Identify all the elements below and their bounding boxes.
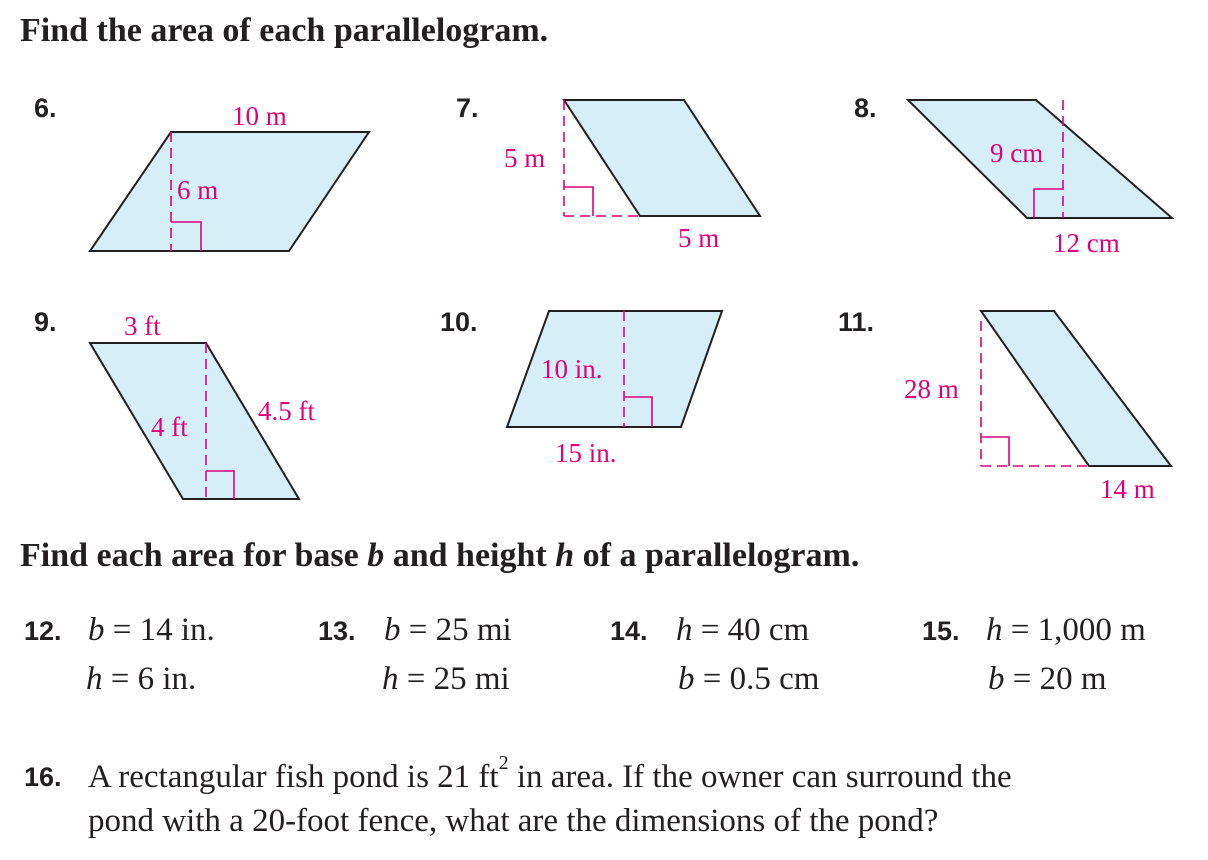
base-label: 5 m bbox=[678, 223, 720, 253]
text: in area. If the owner can surround the bbox=[508, 759, 1012, 795]
parallelogram-figure-8 bbox=[900, 95, 1190, 265]
problem-16-line-1 bbox=[88, 752, 1012, 796]
parallelogram-figure-10 bbox=[500, 305, 740, 475]
value: 14 in. bbox=[139, 612, 215, 648]
exercise-number: 15. bbox=[922, 616, 960, 646]
variable: h bbox=[986, 612, 1003, 648]
parallelogram-figure-9 bbox=[80, 310, 360, 510]
height-variable: h bbox=[555, 537, 575, 574]
problem-16-number: 16. bbox=[24, 762, 62, 792]
height-label: 6 m bbox=[177, 175, 219, 205]
exercise-number: 13. bbox=[318, 616, 356, 646]
problem-number: 9. bbox=[34, 307, 57, 337]
height-label: 4 ft bbox=[151, 412, 188, 442]
base-variable: b bbox=[367, 537, 385, 574]
side-label: 4.5 ft bbox=[258, 396, 315, 426]
variable: h bbox=[86, 661, 103, 697]
exercise-14-line-2: b = 0.5 cm bbox=[678, 661, 820, 697]
height-label: 28 m bbox=[904, 374, 959, 404]
problem-16-line-2: pond with a 20-foot fence, what are the dimensions of the pond? bbox=[88, 803, 939, 839]
problem-number: 7. bbox=[456, 93, 479, 123]
base-label: 10 m bbox=[232, 101, 287, 131]
parallelogram-figure-6 bbox=[80, 95, 380, 265]
base-label: 14 m bbox=[1100, 474, 1155, 504]
height-label: 5 m bbox=[504, 143, 546, 173]
base-label: 15 in. bbox=[555, 438, 617, 468]
value: 6 in. bbox=[137, 661, 197, 697]
height-label: 10 in. bbox=[541, 354, 603, 384]
variable: b bbox=[988, 661, 1005, 697]
exercise-14-line-1: h = 40 cm bbox=[676, 612, 810, 648]
base-label: 12 cm bbox=[1053, 228, 1120, 258]
exercise-12-line-1: b = 14 in. bbox=[88, 612, 215, 648]
exercise-15-line-1: h = 1,000 m bbox=[986, 612, 1146, 648]
value: 40 cm bbox=[727, 612, 810, 648]
heading-text-end: of a parallelogram. bbox=[574, 537, 860, 574]
value: 25 mi bbox=[433, 661, 510, 697]
value: 25 mi bbox=[435, 612, 512, 648]
top-base-label: 3 ft bbox=[124, 311, 161, 341]
right-angle-mark bbox=[981, 437, 1009, 466]
exercise-number: 14. bbox=[610, 616, 648, 646]
text: A rectangular fish pond is 21 ft bbox=[88, 759, 499, 795]
section-heading-base-height bbox=[20, 537, 859, 575]
variable: b bbox=[384, 612, 401, 648]
parallelogram-shape bbox=[507, 311, 722, 427]
heading-text-middle: and height bbox=[384, 537, 556, 574]
variable: b bbox=[88, 612, 105, 648]
value: 1,000 m bbox=[1037, 612, 1146, 648]
variable: h bbox=[382, 661, 399, 697]
parallelogram-figure-7 bbox=[500, 95, 780, 265]
exercise-12-line-2: h = 6 in. bbox=[86, 661, 197, 697]
section-heading-parallelograms: Find the area of each parallelogram. bbox=[20, 12, 549, 49]
variable: b bbox=[678, 661, 695, 697]
problem-number: 10. bbox=[440, 307, 478, 337]
exercise-number: 12. bbox=[24, 616, 62, 646]
superscript: 2 bbox=[498, 752, 509, 774]
heading-text-start: Find each area for base bbox=[20, 537, 368, 574]
exercise-13-line-2: h = 25 mi bbox=[382, 661, 510, 697]
value: 0.5 cm bbox=[729, 661, 820, 697]
parallelogram-shape bbox=[90, 132, 369, 251]
exercise-15-line-2: b = 20 m bbox=[988, 661, 1107, 697]
exercise-13-line-1: b = 25 mi bbox=[384, 612, 512, 648]
parallelogram-figure-11 bbox=[900, 305, 1190, 505]
height-label: 9 cm bbox=[990, 138, 1044, 168]
problem-number: 6. bbox=[34, 93, 57, 123]
problem-number: 8. bbox=[854, 93, 877, 123]
problem-number: 11. bbox=[838, 307, 875, 337]
value: 20 m bbox=[1039, 661, 1107, 697]
right-angle-mark bbox=[564, 187, 593, 216]
variable: h bbox=[676, 612, 693, 648]
